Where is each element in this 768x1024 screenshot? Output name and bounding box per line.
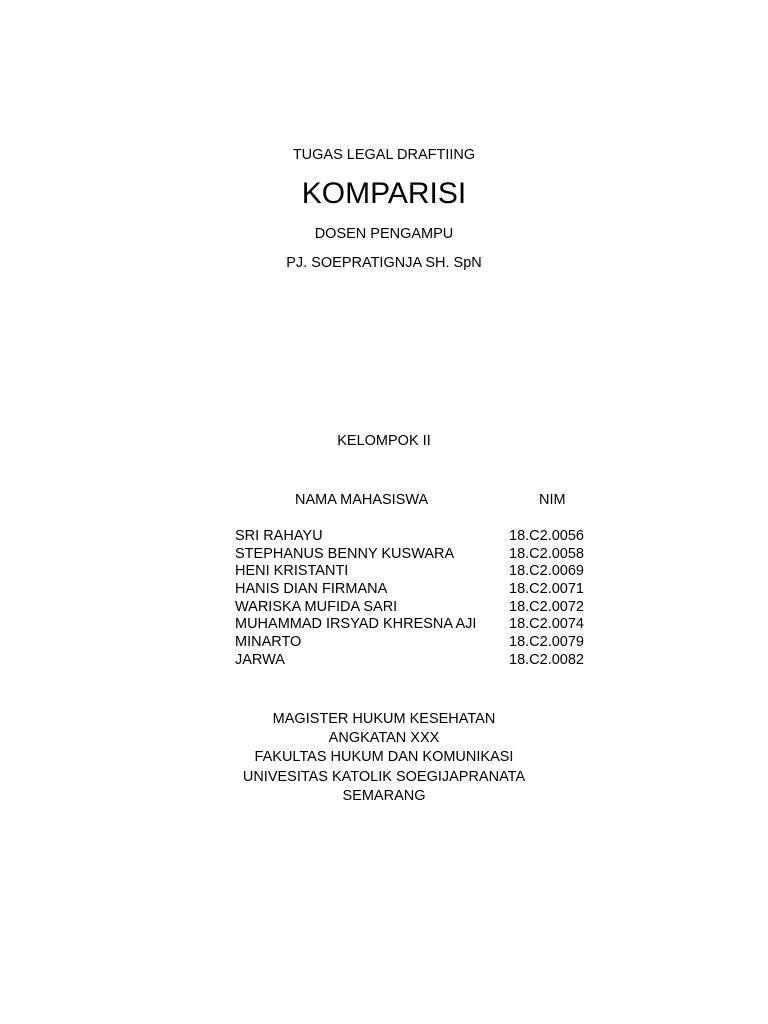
member-row [235, 563, 595, 581]
member-name: WARISKA MUFIDA SARI [235, 598, 398, 615]
group-label: KELOMPOK II [337, 433, 431, 449]
member-nim: 18.C2.0071 [509, 581, 584, 598]
member-nim: 18.C2.0069 [509, 563, 584, 580]
member-row [235, 546, 595, 564]
member-name: MINARTO [235, 634, 302, 651]
member-row [235, 599, 595, 617]
member-nim: 18.C2.0072 [509, 598, 584, 615]
member-row [235, 652, 595, 670]
member-row [235, 581, 595, 599]
member-row [235, 528, 595, 546]
document-title: KOMPARISI [301, 177, 467, 210]
course-title: TUGAS LEGAL DRAFTIING [292, 147, 476, 163]
lecturer-label: DOSEN PENGAMPU [314, 226, 454, 242]
batch-name: ANGKATAN XXX [328, 730, 440, 746]
faculty-name: FAKULTAS HUKUM DAN KOMUNIKASI [254, 749, 514, 765]
member-name: MUHAMMAD IRSYAD KHRESNA AJI [235, 616, 477, 633]
university-name: UNIVESITAS KATOLIK SOEGIJAPRANATA [242, 769, 526, 785]
member-nim: 18.C2.0058 [509, 545, 584, 562]
member-nim: 18.C2.0079 [509, 634, 584, 651]
city-name: SEMARANG [342, 788, 426, 804]
member-name: JARWA [235, 651, 285, 668]
member-row [235, 634, 595, 652]
member-nim: 18.C2.0082 [509, 651, 584, 668]
member-row [235, 616, 595, 634]
member-name: STEPHANUS BENNY KUSWARA [235, 545, 455, 562]
member-name: HENI KRISTANTI [235, 563, 349, 580]
name-column-header: NAMA MAHASISWA [295, 492, 429, 508]
member-nim: 18.C2.0056 [509, 528, 584, 544]
nim-column-header: NIM [539, 492, 566, 508]
lecturer-name: PJ. SOEPRATIGNJA SH. SpN [286, 255, 482, 271]
member-nim: 18.C2.0074 [509, 616, 584, 633]
member-list [235, 528, 595, 670]
program-name: MAGISTER HUKUM KESEHATAN [272, 711, 496, 727]
member-name: HANIS DIAN FIRMANA [235, 581, 388, 598]
member-name: SRI RAHAYU [235, 528, 323, 544]
